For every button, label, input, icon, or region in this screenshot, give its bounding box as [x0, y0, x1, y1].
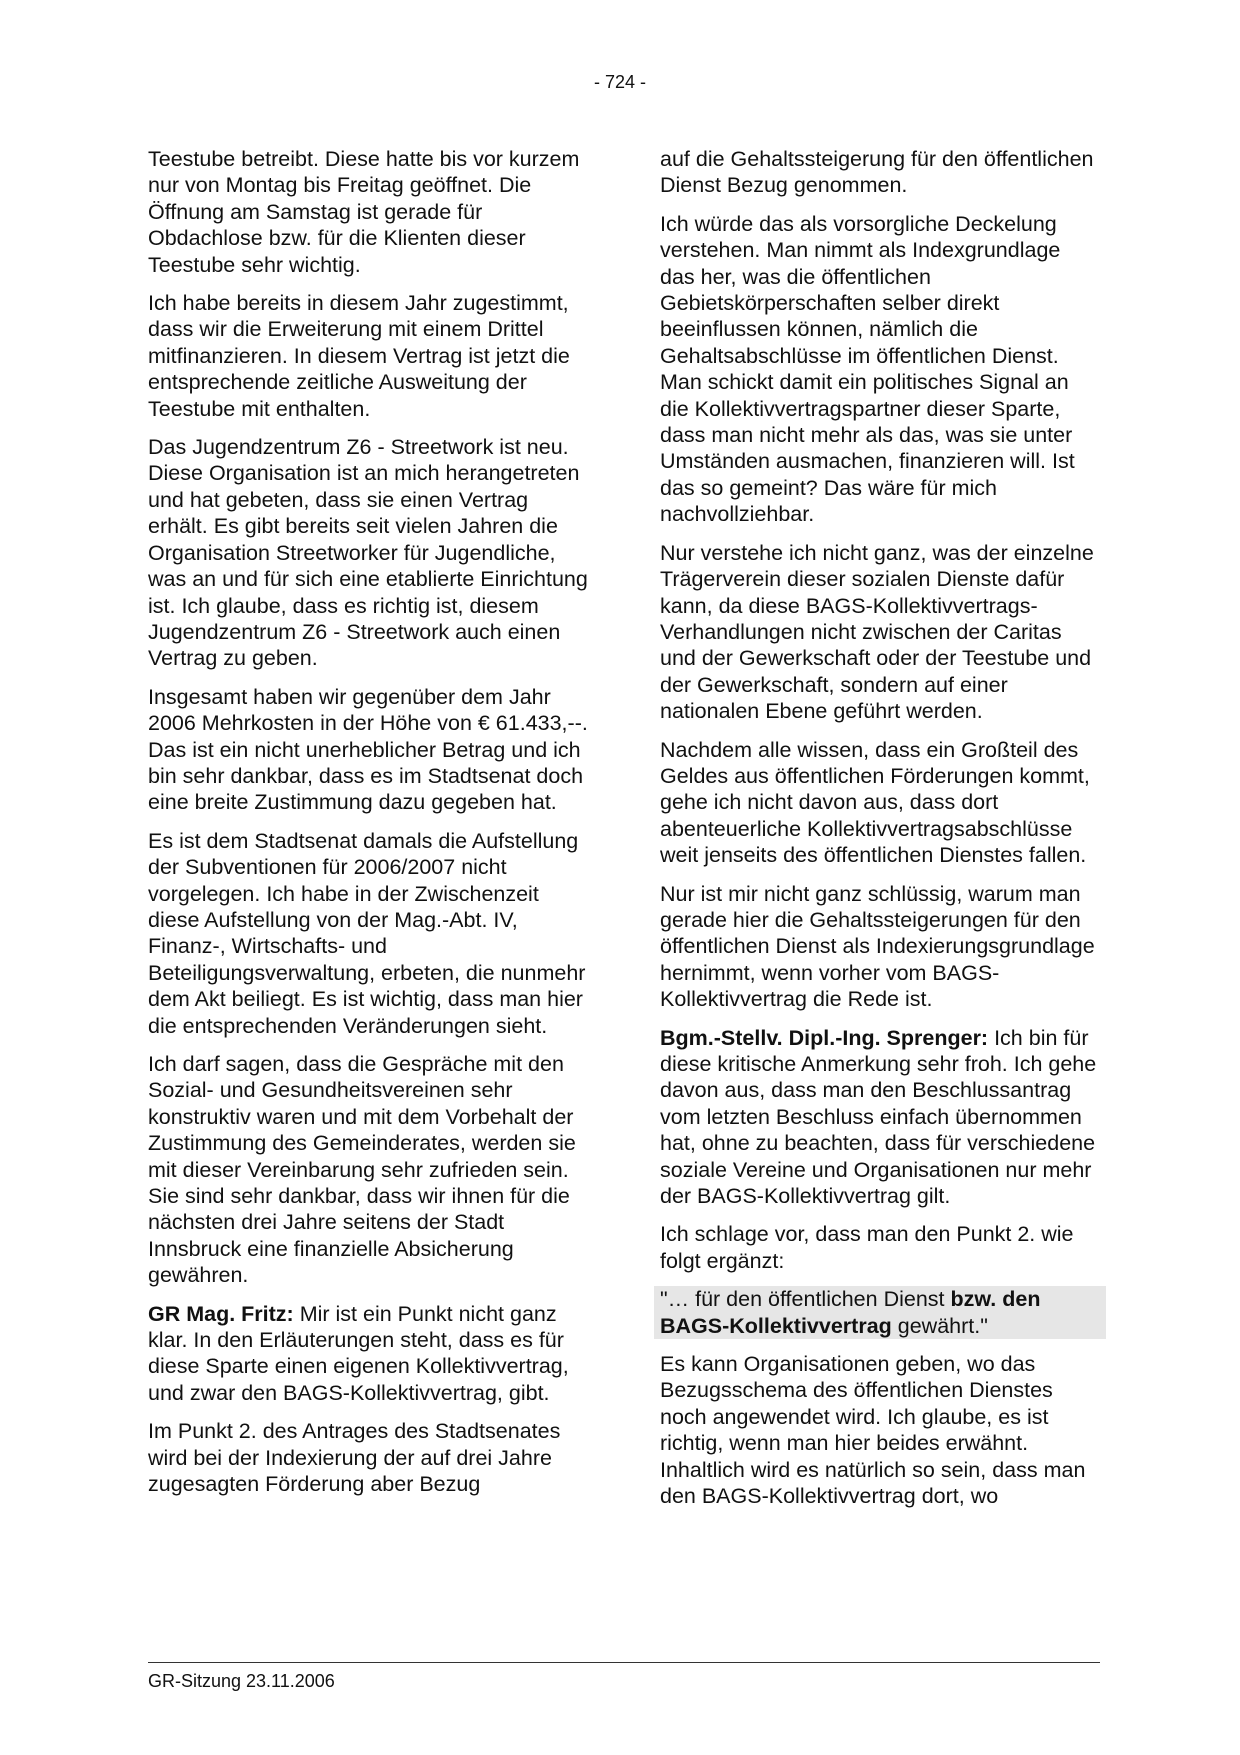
paragraph: Insgesamt haben wir gegenüber dem Jahr 2006 Mehrkosten in der Höhe von € 61.433,--. Das ist ein nicht unerheblicher Betrag und ich bin sehr dankbar, dass es im Stadtsenat doch eine breite Zustimmung dazu gegeben hat.	[148, 684, 588, 815]
paragraph: Ich darf sagen, dass die Gespräche mit den Sozial- und Gesundheitsvereinen sehr konstruktiv waren und mit dem Vorbehalt der Zustimmung des Gemeinderates, werden sie mit dieser Vereinbarung sehr zufrieden sein. Sie sind sehr dankbar, dass wir ihnen für die nächsten drei Jahre seitens der Stadt Innsbruck eine finanzielle Absicherung gewähren.	[148, 1052, 576, 1288]
paragraph: Ich habe bereits in diesem Jahr zugestimmt, dass wir die Erweiterung mit einem Drittel mitfinanzieren. In diesem Vertrag ist jetzt die entsprechende zeitliche Ausweitung der Teestube mit enthalten.	[148, 291, 570, 421]
paragraph: Ich würde das als vorsorgliche Deckelung verstehen. Man nimmt als Indexgrundlage das her, was die öffentlichen Gebietskörperschaften selber direkt beeinflussen können, nämlich die Gehaltsabschlüsse im öffentlichen Dienst. Man schickt damit ein politisches Signal an die Kollektivvertragspartner dieser Sparte, dass man nicht mehr als das, was sie unter Umständen ausmachen, finanzieren will. Ist das so gemeint? Das wäre für mich nachvollziehbar.	[660, 211, 1075, 527]
footer-session-date: GR-Sitzung 23.11.2006	[148, 1671, 335, 1691]
page-number: - 724 -	[593, 72, 647, 92]
amendment-quote	[654, 1286, 1106, 1339]
paragraph: Im Punkt 2. des Antrages des Stadtsenates wird bei der Indexierung der auf drei Jahre zugesagten Förderung aber Bezug	[148, 1419, 561, 1497]
footer-divider	[148, 1662, 1100, 1663]
quote-bold: bzw. den BAGS-Kollektivvertrag	[660, 1287, 1041, 1338]
paragraph: Nur ist mir nicht ganz schlüssig, warum man gerade hier die Gehaltssteigerungen für den öffentlichen Dienst als Indexierungsgrundlage hernimmt, wenn vorher vom BAGS-Kollektivvertrag die Rede ist.	[660, 881, 1095, 1012]
quote-start: "… für den öffentlichen Dienst	[660, 1287, 951, 1312]
paragraph: Das Jugendzentrum Z6 - Streetwork ist neu. Diese Organisation ist an mich herangetreten und hat gebeten, dass sie einen Vertrag erhält. Es gibt bereits seit vielen Jahren die Organisation Streetworker für Jugendliche, was an und für sich eine etablierte Einrichtung ist. Ich glaube, dass es richtig ist, diesem Jugendzentrum Z6 - Streetwork auch einen Vertrag zu geben.	[148, 435, 588, 671]
paragraph: Es kann Organisationen geben, wo das Bezugsschema des öffentlichen Dienstes noch angewendet wird. Ich glaube, es ist richtig, wenn man hier beides erwähnt. Inhaltlich wird es natürlich so sein, dass man den BAGS-Kollektivvertrag dort, wo	[660, 1352, 1086, 1509]
left-column	[148, 146, 588, 1510]
paragraph: Nachdem alle wissen, dass ein Großteil des Geldes aus öffentlichen Förderungen kommt, gehe ich nicht davon aus, dass dort abenteuerliche Kollektivvertragsabschlüsse weit jenseits des öffentlichen Dienstes fallen.	[660, 737, 1090, 868]
speaker-name: Bgm.-Stellv. Dipl.-Ing. Sprenger:	[660, 1025, 989, 1050]
speaker-paragraph	[660, 1025, 1100, 1210]
right-column	[660, 146, 1100, 1522]
speaker-name: GR Mag. Fritz:	[148, 1301, 294, 1326]
speaker-text: Mir ist ein Punkt nicht ganz klar. In den Erläuterungen steht, dass es für diese Sparte einen eigenen Kollektivvertrag, und zwar den BAGS-Kollektivvertrag, gibt.	[148, 1301, 569, 1405]
speaker-paragraph	[148, 1301, 588, 1407]
speaker-text: Ich bin für diese kritische Anmerkung sehr froh. Ich gehe davon aus, dass man den Beschlussantrag vom letzten Beschluss einfach übernommen hat, ohne zu beachten, dass für verschiedene soziale Vereine und Organisationen nur mehr der BAGS-Kollektivvertrag gilt.	[660, 1025, 1097, 1209]
paragraph: auf die Gehaltssteigerung für den öffentlichen Dienst Bezug genommen.	[660, 147, 1094, 198]
paragraph: Teestube betreibt. Diese hatte bis vor kurzem nur von Montag bis Freitag geöffnet. Die Öffnung am Samstag ist gerade für Obdachlose bzw. für die Klienten dieser Teestube sehr wichtig.	[148, 147, 580, 277]
paragraph: Nur verstehe ich nicht ganz, was der einzelne Trägerverein dieser sozialen Dienste dafür kann, da diese BAGS-Kollektivvertrags-Verhandlungen nicht zwischen der Caritas und der Gewerkschaft oder der Teestube und der Gewerkschaft, sondern auf einer nationalen Ebene geführt werden.	[660, 540, 1094, 724]
paragraph: Es ist dem Stadtsenat damals die Aufstellung der Subventionen für 2006/2007 nicht vorgelegen. Ich habe in der Zwischenzeit diese Aufstellung von der Mag.-Abt. IV, Finanz-, Wirtschafts- und Beteiligungsverwaltung, erbeten, die nunmehr dem Akt beiliegt. Es ist wichtig, dass man hier die entsprechenden Veränderungen sieht.	[148, 828, 586, 1038]
quote-end: gewährt."	[891, 1313, 988, 1338]
paragraph: Ich schlage vor, dass man den Punkt 2. wie folgt ergänzt:	[660, 1222, 1074, 1273]
